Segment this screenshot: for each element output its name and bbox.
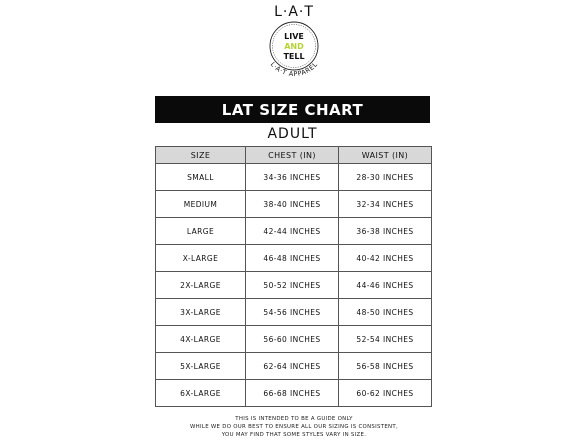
logo-line-live: LIVE xyxy=(284,32,304,41)
disclaimer-line-3: YOU MAY FIND THAT SOME STYLES VARY IN SIZE. xyxy=(221,432,367,438)
size-cell: 3X-LARGE xyxy=(156,299,246,326)
sizing-disclaimer xyxy=(130,415,458,439)
chart-subtitle: ADULT xyxy=(267,126,318,142)
waist-cell: 28-30 INCHES xyxy=(339,164,432,191)
table-row xyxy=(156,326,432,353)
size-cell: LARGE xyxy=(156,218,246,245)
size-cell: SMALL xyxy=(156,164,246,191)
svg-text:L·A·T APPAREL xyxy=(269,60,320,78)
table-row xyxy=(156,299,432,326)
waist-cell: 40-42 INCHES xyxy=(339,245,432,272)
table-row xyxy=(156,353,432,380)
size-chart-table xyxy=(155,146,432,407)
waist-cell: 48-50 INCHES xyxy=(339,299,432,326)
chest-cell: 54-56 INCHES xyxy=(246,299,339,326)
chest-cell: 50-52 INCHES xyxy=(246,272,339,299)
chest-cell: 38-40 INCHES xyxy=(246,191,339,218)
chest-cell: 34-36 INCHES xyxy=(246,164,339,191)
waist-cell: 60-62 INCHES xyxy=(339,380,432,407)
table-row xyxy=(156,218,432,245)
waist-cell: 32-34 INCHES xyxy=(339,191,432,218)
chart-title-bar xyxy=(155,96,430,123)
table-row xyxy=(156,380,432,407)
table-header-row xyxy=(156,147,432,164)
chest-cell: 56-60 INCHES xyxy=(246,326,339,353)
lat-logo xyxy=(254,2,334,82)
column-header-waist: WAIST (IN) xyxy=(339,147,432,164)
waist-cell: 36-38 INCHES xyxy=(339,218,432,245)
disclaimer-line-1: THIS IS INTENDED TO BE A GUIDE ONLY xyxy=(235,416,353,422)
logo-line-tell: TELL xyxy=(283,52,305,61)
column-header-chest: CHEST (IN) xyxy=(246,147,339,164)
logo-bottom-text: L·A·T APPAREL xyxy=(268,60,320,79)
chest-cell: 46-48 INCHES xyxy=(246,245,339,272)
chart-title: LAT SIZE CHART xyxy=(221,100,364,119)
waist-cell: 44-46 INCHES xyxy=(339,272,432,299)
table-row xyxy=(156,191,432,218)
logo-line-and: AND xyxy=(284,42,304,51)
size-cell: 5X-LARGE xyxy=(156,353,246,380)
waist-cell: 56-58 INCHES xyxy=(339,353,432,380)
table-row xyxy=(156,245,432,272)
chest-cell: 62-64 INCHES xyxy=(246,353,339,380)
table-row xyxy=(156,164,432,191)
size-cell: X-LARGE xyxy=(156,245,246,272)
size-cell: 4X-LARGE xyxy=(156,326,246,353)
table-row xyxy=(156,272,432,299)
chest-cell: 42-44 INCHES xyxy=(246,218,339,245)
chest-cell: 66-68 INCHES xyxy=(246,380,339,407)
disclaimer-line-2: WHILE WE DO OUR BEST TO ENSURE ALL OUR SIZING IS CONSISTENT, xyxy=(190,424,398,430)
lat-logo-emblem xyxy=(254,2,334,82)
column-header-size: SIZE xyxy=(156,147,246,164)
size-cell: MEDIUM xyxy=(156,191,246,218)
logo-top-text: L·A·T xyxy=(274,4,314,20)
size-cell: 6X-LARGE xyxy=(156,380,246,407)
waist-cell: 52-54 INCHES xyxy=(339,326,432,353)
size-cell: 2X-LARGE xyxy=(156,272,246,299)
